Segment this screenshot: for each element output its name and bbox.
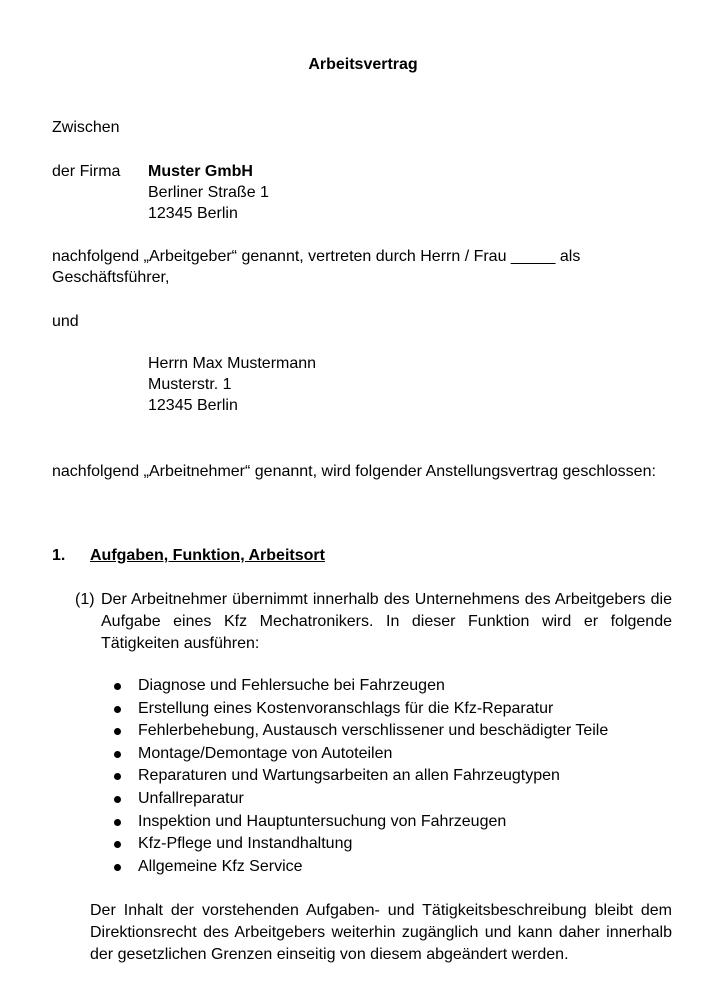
task-text: Montage/Demontage von Autoteilen bbox=[138, 744, 393, 762]
list-item bbox=[110, 675, 608, 698]
employer-label: der Firma bbox=[52, 163, 121, 180]
list-item bbox=[110, 698, 608, 721]
bullet-icon bbox=[114, 773, 121, 780]
task-text: Diagnose und Fehlersuche bei Fahrzeugen bbox=[138, 677, 445, 694]
employee-note: nachfolgend „Arbeitnehmer“ genannt, wird folgender Anstellungsvertrag geschlossen: bbox=[52, 463, 656, 480]
employer-note-line2: Geschäftsführer, bbox=[52, 269, 170, 286]
employee-name: Herrn Max Mustermann bbox=[148, 355, 317, 372]
list-item bbox=[110, 765, 608, 788]
bullet-icon bbox=[114, 841, 121, 848]
paragraph-text: Der Arbeitnehmer übernimmt innerhalb des Unternehmens des Arbeitgebers die Aufgabe eines Kfz Mechatronikers. In dieser Funktion wird er folgende Tätigkeiten ausführen: bbox=[101, 591, 672, 652]
section-number: 1. bbox=[52, 547, 66, 564]
task-text: Allgemeine Kfz Service bbox=[138, 857, 303, 875]
bullet-icon bbox=[114, 751, 121, 758]
list-item bbox=[110, 743, 608, 766]
task-text: Reparaturen und Wartungsarbeiten an allen Fahrzeugtypen bbox=[138, 767, 560, 785]
bullet-icon bbox=[114, 728, 121, 735]
section-title: Aufgaben, Funktion, Arbeitsort bbox=[90, 547, 325, 564]
task-text: Fehlerbehebung, Austausch verschlissener und beschädigter Teile bbox=[138, 722, 609, 740]
employer-note-line1: nachfolgend „Arbeitgeber“ genannt, vertreten durch Herrn / Frau _____ als bbox=[52, 248, 581, 265]
bullet-icon bbox=[114, 819, 121, 826]
task-list bbox=[110, 675, 608, 878]
task-text: Kfz-Pflege und Instandhaltung bbox=[138, 835, 353, 853]
document-title: Arbeitsvertrag bbox=[308, 56, 418, 73]
intro-text: Zwischen bbox=[52, 119, 120, 136]
bullet-icon bbox=[114, 683, 121, 690]
employee-city: 12345 Berlin bbox=[148, 397, 238, 414]
closing-paragraph: Der Inhalt der vorstehenden Aufgaben- und Tätigkeitsbeschreibung bleibt dem Direktionsrecht des Arbeitgebers weiterhin zugänglich und kann daher innerhalb der gesetzlichen Grenzen einseitig von diesem abgeändert werden. bbox=[90, 902, 672, 963]
bullet-icon bbox=[114, 864, 121, 871]
bullet-icon bbox=[114, 706, 121, 713]
employee-street: Musterstr. 1 bbox=[148, 376, 232, 393]
employer-name: Muster GmbH bbox=[148, 163, 253, 180]
and-text: und bbox=[52, 313, 79, 330]
list-item bbox=[110, 811, 608, 834]
list-item bbox=[110, 833, 608, 856]
bullet-icon bbox=[114, 796, 121, 803]
paragraph-number: (1) bbox=[75, 591, 95, 608]
task-text: Unfallreparatur bbox=[138, 789, 244, 807]
list-item bbox=[110, 856, 608, 879]
list-item bbox=[110, 720, 608, 743]
employer-street: Berliner Straße 1 bbox=[148, 184, 269, 201]
list-item bbox=[110, 788, 608, 811]
employer-city: 12345 Berlin bbox=[148, 205, 238, 222]
task-text: Erstellung eines Kostenvoranschlags für die Kfz-Reparatur bbox=[138, 699, 554, 717]
task-text: Inspektion und Hauptuntersuchung von Fahrzeugen bbox=[138, 812, 507, 830]
